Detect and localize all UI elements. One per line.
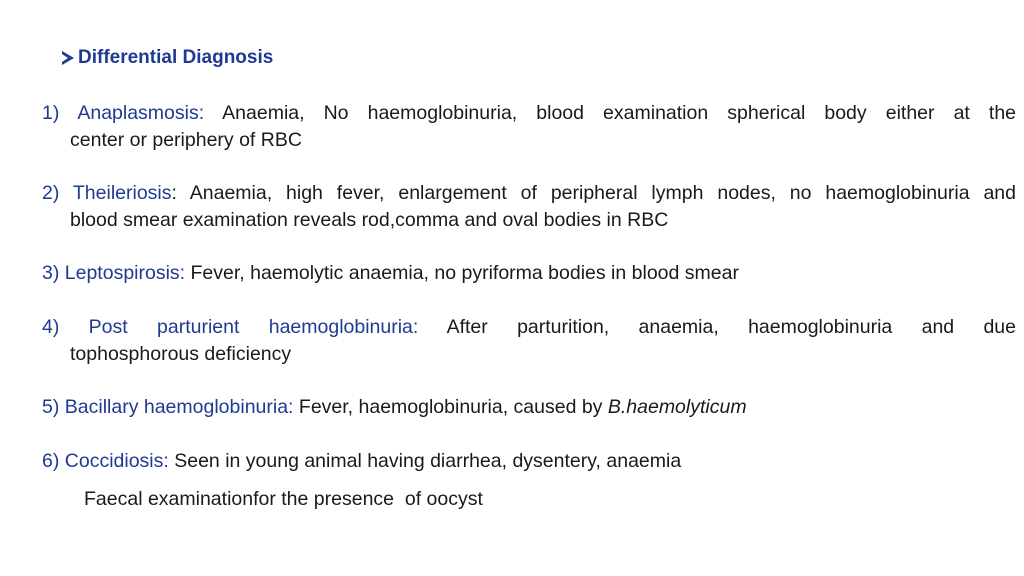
list-item-bacillary [42,394,1016,421]
item-number: 6) [42,450,60,472]
item-term: Theileriosis [72,182,172,204]
heading-text: Differential Diagnosis [78,47,274,68]
item-number: 1) [42,102,60,124]
item-text-continued: blood smear examination reveals rod,comma and oval bodies in RBC [70,209,669,231]
item-text: Fever, haemolytic anaemia, no pyriforma bodies in blood smear [190,262,739,284]
item-text: : Anaemia, high fever, enlargement of peripheral lymph nodes, no haemoglobinuria and [171,182,1016,204]
item-text: Anaemia, No haemoglobinuria, blood examination spherical body either at the [222,102,1017,124]
item-number: 5) [42,396,60,418]
faecal-note: Faecal examinationfor the presence of oocyst [84,488,483,510]
section-heading [62,47,273,69]
item-text: Fever, haemoglobinuria, caused by [298,396,603,418]
item-term: Bacillary haemoglobinuria: [64,396,294,418]
item-italic-organism: B.haemolyticum [607,396,747,418]
item-number: 2) [42,182,60,204]
list-item-theileriosis [42,180,1016,234]
item-text: Seen in young animal having diarrhea, dysentery, anaemia [174,450,682,472]
item-term: Post parturient haemoglobinuria: [88,316,419,338]
item-text: After parturition, anaemia, haemoglobinuria and due [446,316,1016,338]
list-item-coccidiosis [42,448,1016,475]
item-term: Anaplasmosis: [77,102,205,124]
list-item-leptospirosis [42,260,1016,287]
item-text-continued: center or periphery of RBC [70,129,302,151]
item-number: 4) [42,316,60,338]
arrow-bullet-icon [62,51,74,65]
item-term: Coccidiosis: [64,450,169,472]
item-text-continued: tophosphorous deficiency [70,343,292,365]
item-number: 3) [42,262,60,284]
list-item-post-parturient [42,314,1016,368]
item-term: Leptospirosis: [64,262,186,284]
list-item-anaplasmosis [42,100,1016,154]
